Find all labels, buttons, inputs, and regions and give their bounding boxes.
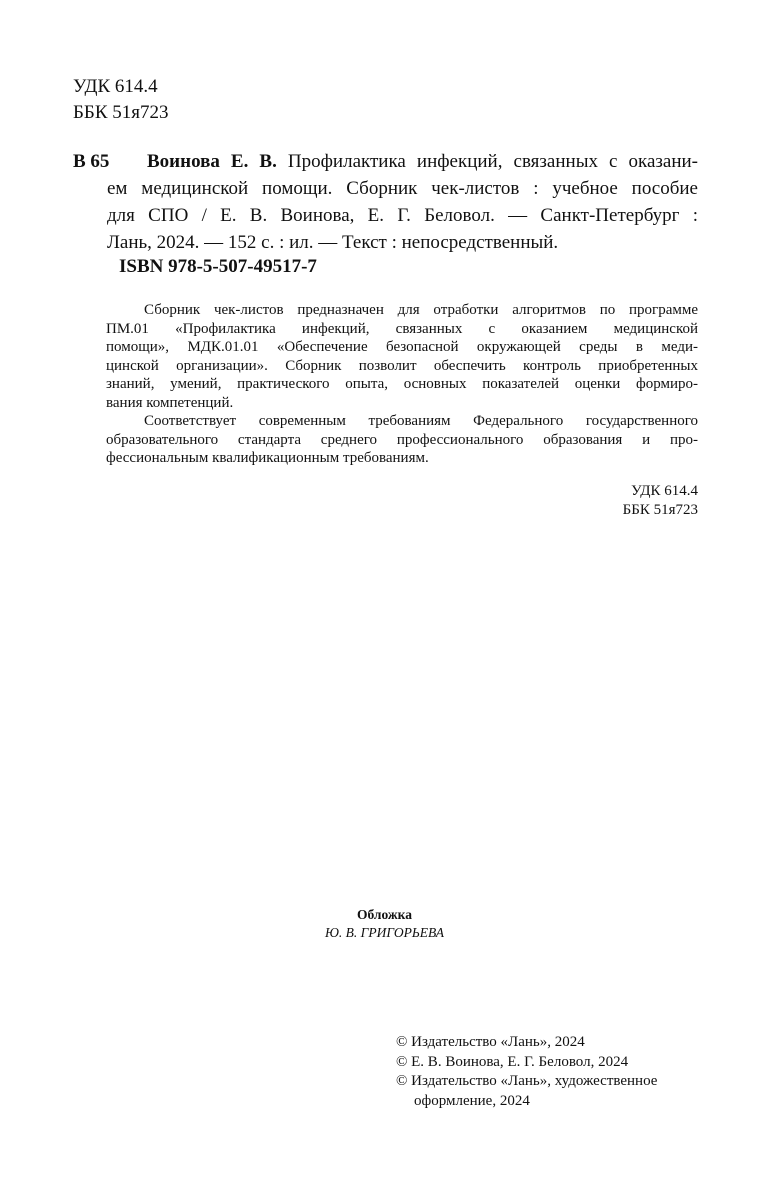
annotation-paragraph-2 (106, 412, 698, 468)
entry-line-4: Лань, 2024. — 152 с. : ил. — Текст : непосредственный. (107, 232, 559, 253)
annotation-line: помощи», МДК.01.01 «Обеспечение безопасной окружающей среды в меди- (106, 339, 698, 355)
annotation-line: вания компетенций. (106, 394, 234, 411)
copyright-line: © Издательство «Лань», 2024 (396, 1034, 585, 1050)
entry-line-1 (147, 148, 698, 175)
entry-line-2: ем медицинской помощи. Сборник чек-листов : учебное пособие (107, 178, 698, 199)
catalog-entry (73, 148, 698, 256)
annotation-line: знаний, умений, практического опыта, основных показателей оценки формиро- (106, 376, 698, 392)
copyright-line: оформление, 2024 (414, 1092, 530, 1109)
bibliographic-description (107, 148, 698, 256)
annotation (106, 301, 698, 468)
cover-designer-name: Ю. В. ГРИГОРЬЕВА (324, 925, 445, 940)
udk-code: УДК 614.4 (73, 76, 158, 97)
isbn: ISBN 978-5-507-49517-7 (119, 256, 317, 277)
bbk-code: ББК 51я723 (622, 502, 698, 518)
annotation-line: образовательного стандарта среднего профессионального образования и про- (106, 431, 698, 448)
udk-code: УДК 614.4 (631, 483, 698, 499)
author-mark: В 65 (73, 151, 110, 172)
copyright-notice (396, 1033, 706, 1111)
cover-credit (0, 906, 769, 942)
annotation-line: Сборник чек-листов предназначен для отработки алгоритмов по программе (144, 302, 698, 318)
copyright-line: © Издательство «Лань», художественное (396, 1073, 658, 1089)
classification-codes-bottom (623, 482, 698, 520)
bbk-code: ББК 51я723 (73, 102, 169, 123)
entry-line-3: для СПО / Е. В. Воинова, Е. Г. Беловол. — Санкт-Петербург : (107, 205, 698, 226)
title-part: Профилактика инфекций, связанных с оказани- (276, 151, 698, 172)
cover-label: Обложка (356, 907, 412, 922)
annotation-line: цинской организации». Сборник позволит обеспечить контроль приобретенных (106, 357, 698, 374)
annotation-line: ПМ.01 «Профилактика инфекций, связанных с оказанием медицинской (106, 320, 698, 337)
author-name: Воинова Е. В. (147, 151, 277, 172)
copyright-line: © Е. В. Воинова, Е. Г. Беловол, 2024 (396, 1053, 629, 1070)
annotation-line: Соответствует современным требованиям Федерального государственного (144, 413, 698, 429)
annotation-line: фессиональным квалификационным требованиям. (106, 450, 429, 466)
annotation-paragraph-1 (106, 301, 698, 412)
classification-codes-top (73, 74, 168, 126)
